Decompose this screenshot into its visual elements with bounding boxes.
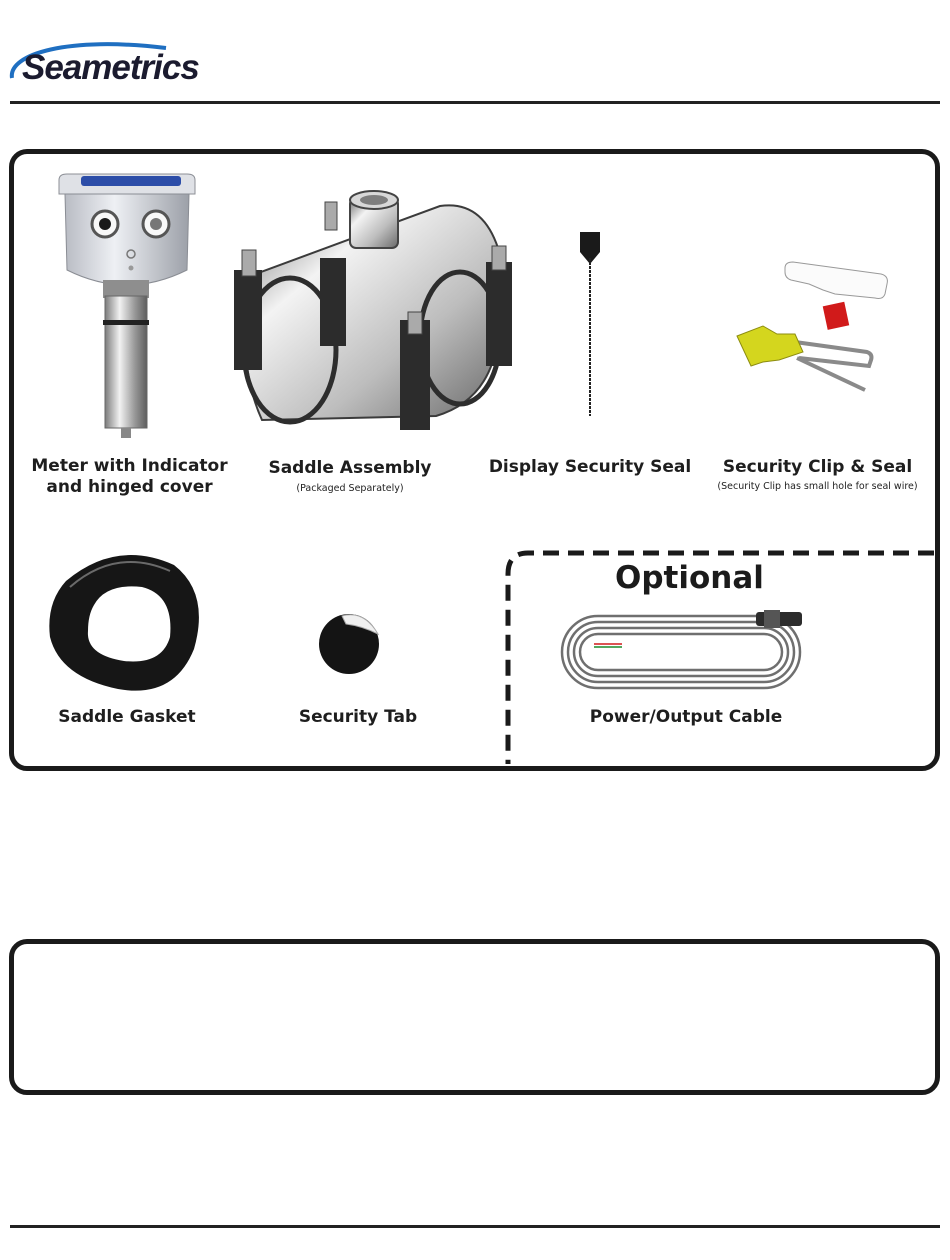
security-clip-icon [735, 260, 895, 400]
zip-seal-icon [575, 230, 605, 420]
display-seal-label: Display Security Seal [488, 457, 692, 477]
clip-seal-note: (Security Clip has small hole for seal wire) [717, 481, 918, 492]
cable-label: Power/Output Cable [589, 707, 783, 727]
saddle-label: Saddle Assembly [268, 458, 432, 478]
footer-divider [10, 1225, 940, 1228]
security-tab-icon [318, 612, 382, 676]
header-divider [10, 101, 940, 104]
saddle-note: (Packaged Separately) [296, 483, 404, 494]
notes-panel [9, 939, 940, 1095]
gasket-icon [46, 553, 202, 695]
flow-meter-icon [55, 172, 200, 442]
meter-label-line1: Meter with Indicator [31, 456, 228, 476]
security-tab-label: Security Tab [298, 707, 418, 727]
seametrics-logo [8, 34, 238, 96]
meter-label-line2: and hinged cover [46, 477, 213, 497]
gasket-label: Saddle Gasket [58, 707, 196, 727]
clip-seal-label: Security Clip & Seal [722, 457, 913, 477]
optional-heading: Optional [615, 560, 764, 596]
pipe-saddle-icon [230, 188, 520, 438]
logo-wordmark: Seametrics [22, 48, 199, 87]
cable-coil-icon [558, 610, 808, 690]
